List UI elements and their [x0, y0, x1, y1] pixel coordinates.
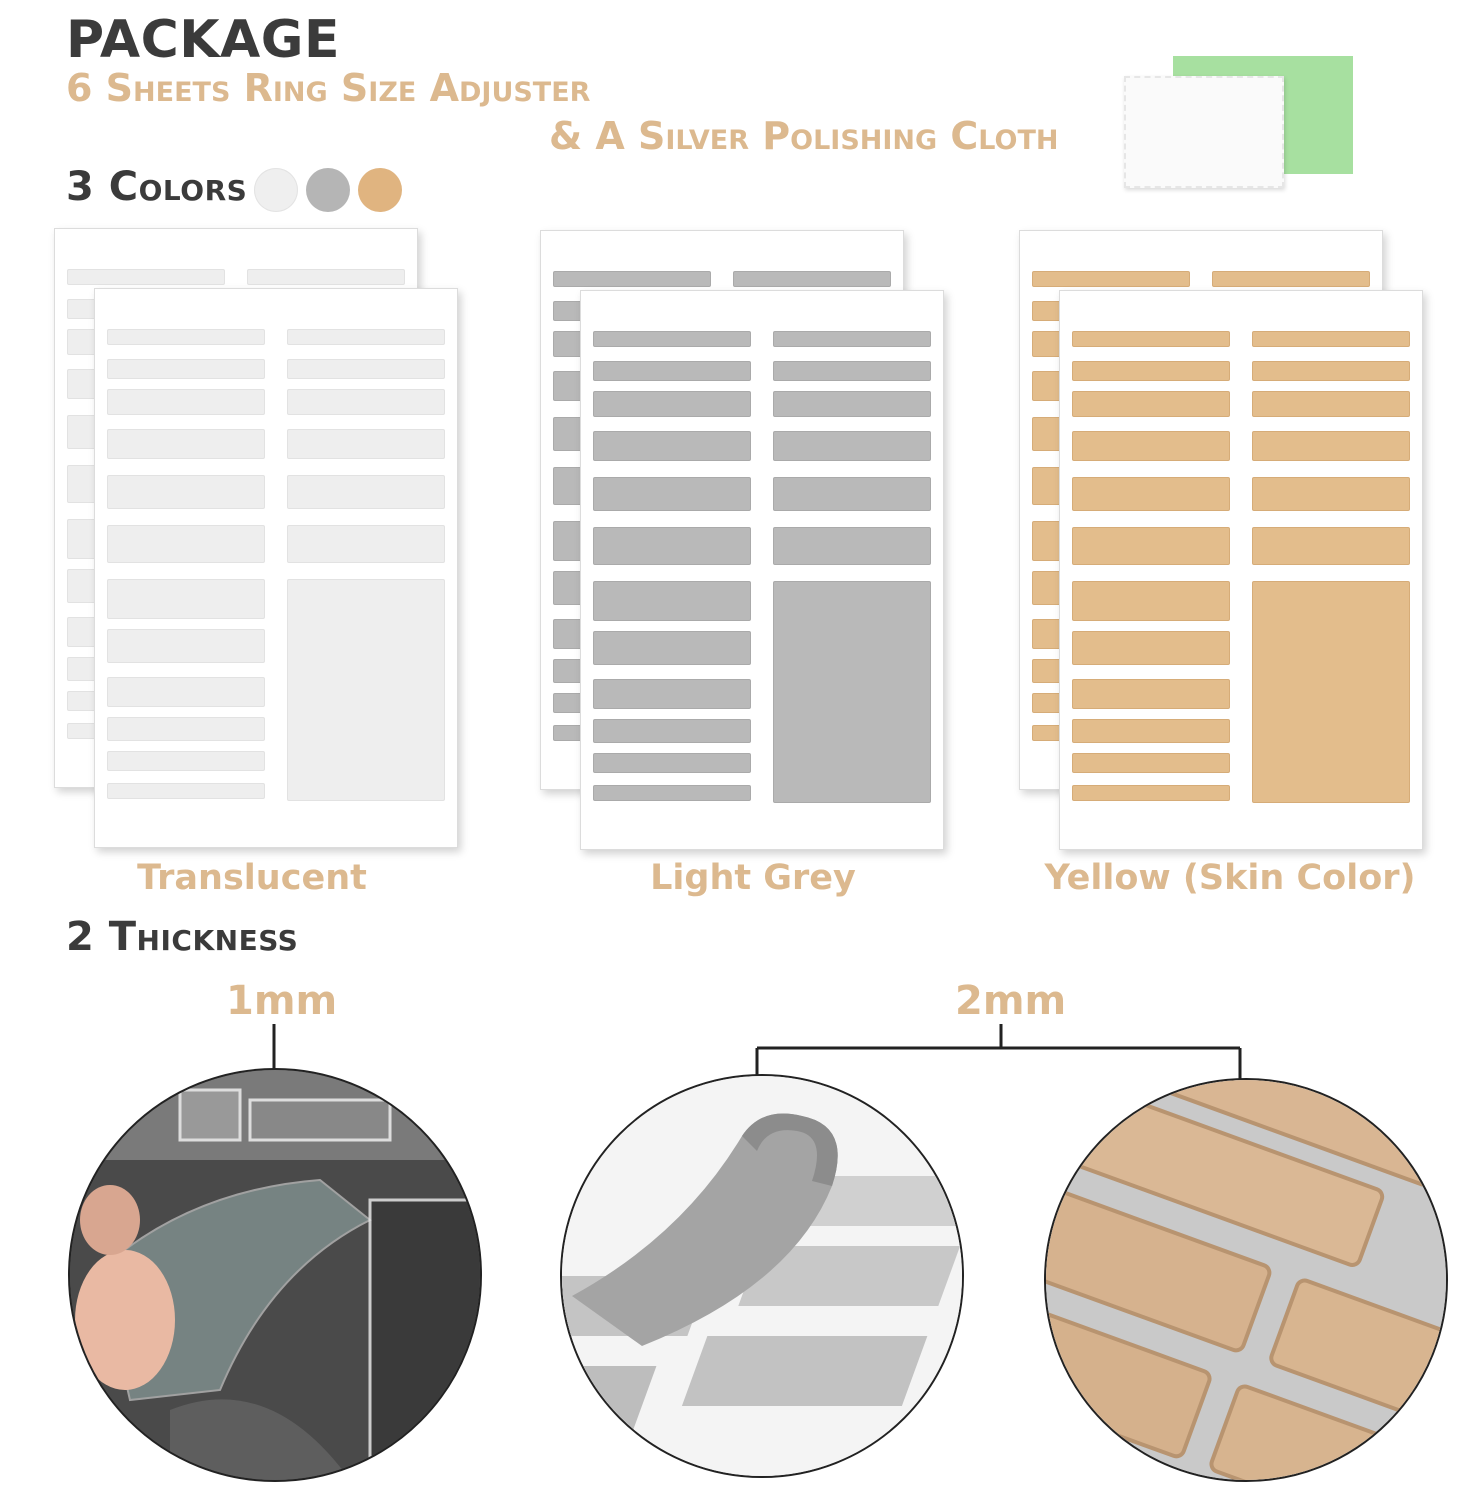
colors-heading: 3 Colors [66, 164, 248, 210]
label-light-grey: Light Grey [650, 858, 856, 898]
page-title: PACKAGE [66, 10, 340, 70]
tan-foam-closeup [1044, 1078, 1448, 1482]
label-translucent: Translucent [137, 858, 367, 898]
thickness-2mm-label: 2mm [955, 978, 1067, 1024]
thickness-1mm-label: 1mm [226, 978, 338, 1024]
label-yellow: Yellow (Skin Color) [1044, 858, 1416, 898]
thickness-heading: 2 Thickness [66, 914, 299, 960]
package-line-2: & A Silver Polishing Cloth [549, 114, 1059, 158]
grey-foam-closeup [560, 1074, 964, 1478]
clear-film-closeup [68, 1068, 482, 1482]
package-line-1: 6 Sheets Ring Size Adjuster [66, 66, 591, 110]
